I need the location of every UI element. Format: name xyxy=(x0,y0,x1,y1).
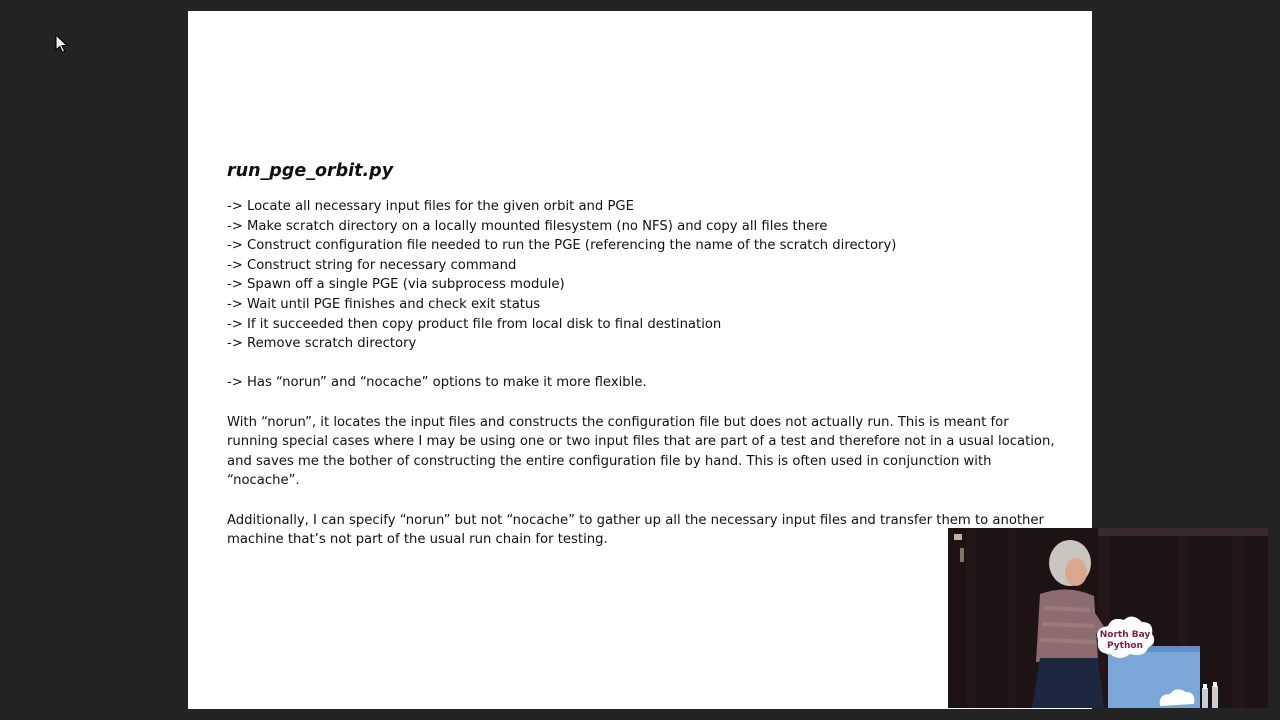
step-item: -> Wait until PGE finishes and check exit status xyxy=(227,296,541,312)
step-item: -> If it succeeded then copy product file from local disk to final destination xyxy=(227,316,722,332)
step-item: -> Construct configuration file needed to run the PGE (referencing the name of the scratch directory) xyxy=(227,238,897,254)
options-line: -> Has “norun” and “nocache” options to make it more flexible. xyxy=(227,375,647,391)
speaker-video-overlay xyxy=(948,528,1268,708)
norun-paragraph: With “norun”, it locates the input files and constructs the configuration file but does not actually run. This is meant for running special cases where I may be using one or two input files that are part of a test and therefore not in a usual location, and saves me the bother of constructing the entire configuration file by hand. This is often used in conjunction with “nocache”. xyxy=(227,414,1055,489)
mouse-cursor-icon xyxy=(55,34,69,54)
sign-text-line2: Python xyxy=(1107,641,1143,651)
slide-title: run_pge_orbit.py xyxy=(227,161,394,181)
stage-scene xyxy=(948,528,1268,708)
step-item: -> Construct string for necessary command xyxy=(227,257,517,273)
slide-content xyxy=(227,159,1057,550)
step-item: -> Make scratch directory on a locally mounted filesystem (no NFS) and copy all files there xyxy=(227,218,828,234)
step-item: -> Spawn off a single PGE (via subprocess module) xyxy=(227,277,565,293)
step-item: -> Locate all necessary input files for the given orbit and PGE xyxy=(227,199,634,214)
step-list xyxy=(227,197,1057,354)
sign-text-line1: North Bay xyxy=(1099,630,1151,640)
additionally-paragraph: Additionally, I can specify “norun” but not “nocache” to gather up all the necessary input files and transfer them to another machine that’s not part of the usual run chain for testing. xyxy=(227,512,1044,548)
step-item: -> Remove scratch directory xyxy=(227,336,417,352)
